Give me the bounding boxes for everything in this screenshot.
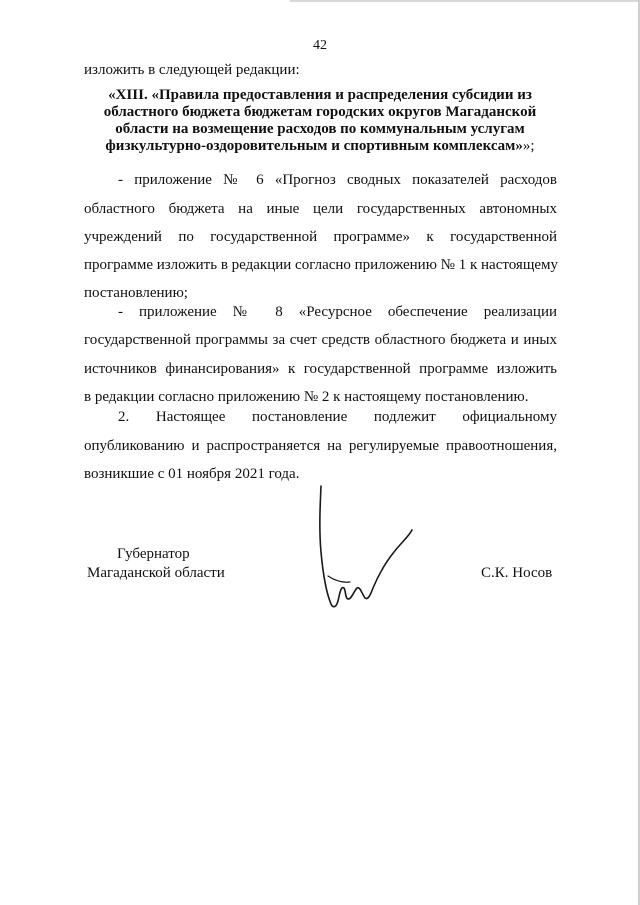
paragraph-line: - приложение № 6 «Прогноз сводных показателей расходов xyxy=(118,172,557,188)
paragraph-line: 2. Настоящее постановление подлежит официальному xyxy=(118,409,557,425)
signatory-name: С.К. Носов xyxy=(481,565,553,581)
section-heading-tail: »; xyxy=(522,138,535,154)
paragraph-line: возникшие с 01 ноября 2021 года. xyxy=(84,466,300,482)
signatory-title-line1: Губернатор xyxy=(117,546,190,562)
section-heading-title: «XIII. «Правила предоставления и распределения субсидии из областного бюджета бюджетам городских округов Магаданской области на возмещение расходов по коммунальным услугам физкультурно-оздоровительным и спортивным комплексам» xyxy=(103,87,537,154)
scan-top-rule xyxy=(290,0,640,2)
page-number: 42 xyxy=(313,38,327,53)
paragraph-line: в редакции согласно приложению № 2 к настоящему постановлению. xyxy=(84,389,529,405)
paragraph-line: программе изложить в редакции согласно приложению № 1 к настоящему xyxy=(84,257,559,273)
paragraph-line: областного бюджета на иные цели государственных автономных xyxy=(84,201,557,217)
paragraph-line: учреждений по государственной программе» к государственной xyxy=(84,229,557,245)
paragraph-line: государственной программы за счет средств областного бюджета и иных xyxy=(84,332,557,348)
paragraph-line: опубликованию и распространяется на регулируемые правоотношения, xyxy=(84,438,557,454)
paragraph-line: - приложение № 8 «Ресурсное обеспечение реализации xyxy=(118,304,557,320)
section-heading xyxy=(84,87,556,155)
lead-text: изложить в следующей редакции: xyxy=(84,62,300,78)
signatory-title-line2: Магаданской области xyxy=(87,565,225,581)
paragraph-line: источников финансирования» к государственной программе изложить xyxy=(84,361,557,377)
paragraph-line: постановлению; xyxy=(84,285,188,301)
handwritten-signature xyxy=(312,480,442,612)
